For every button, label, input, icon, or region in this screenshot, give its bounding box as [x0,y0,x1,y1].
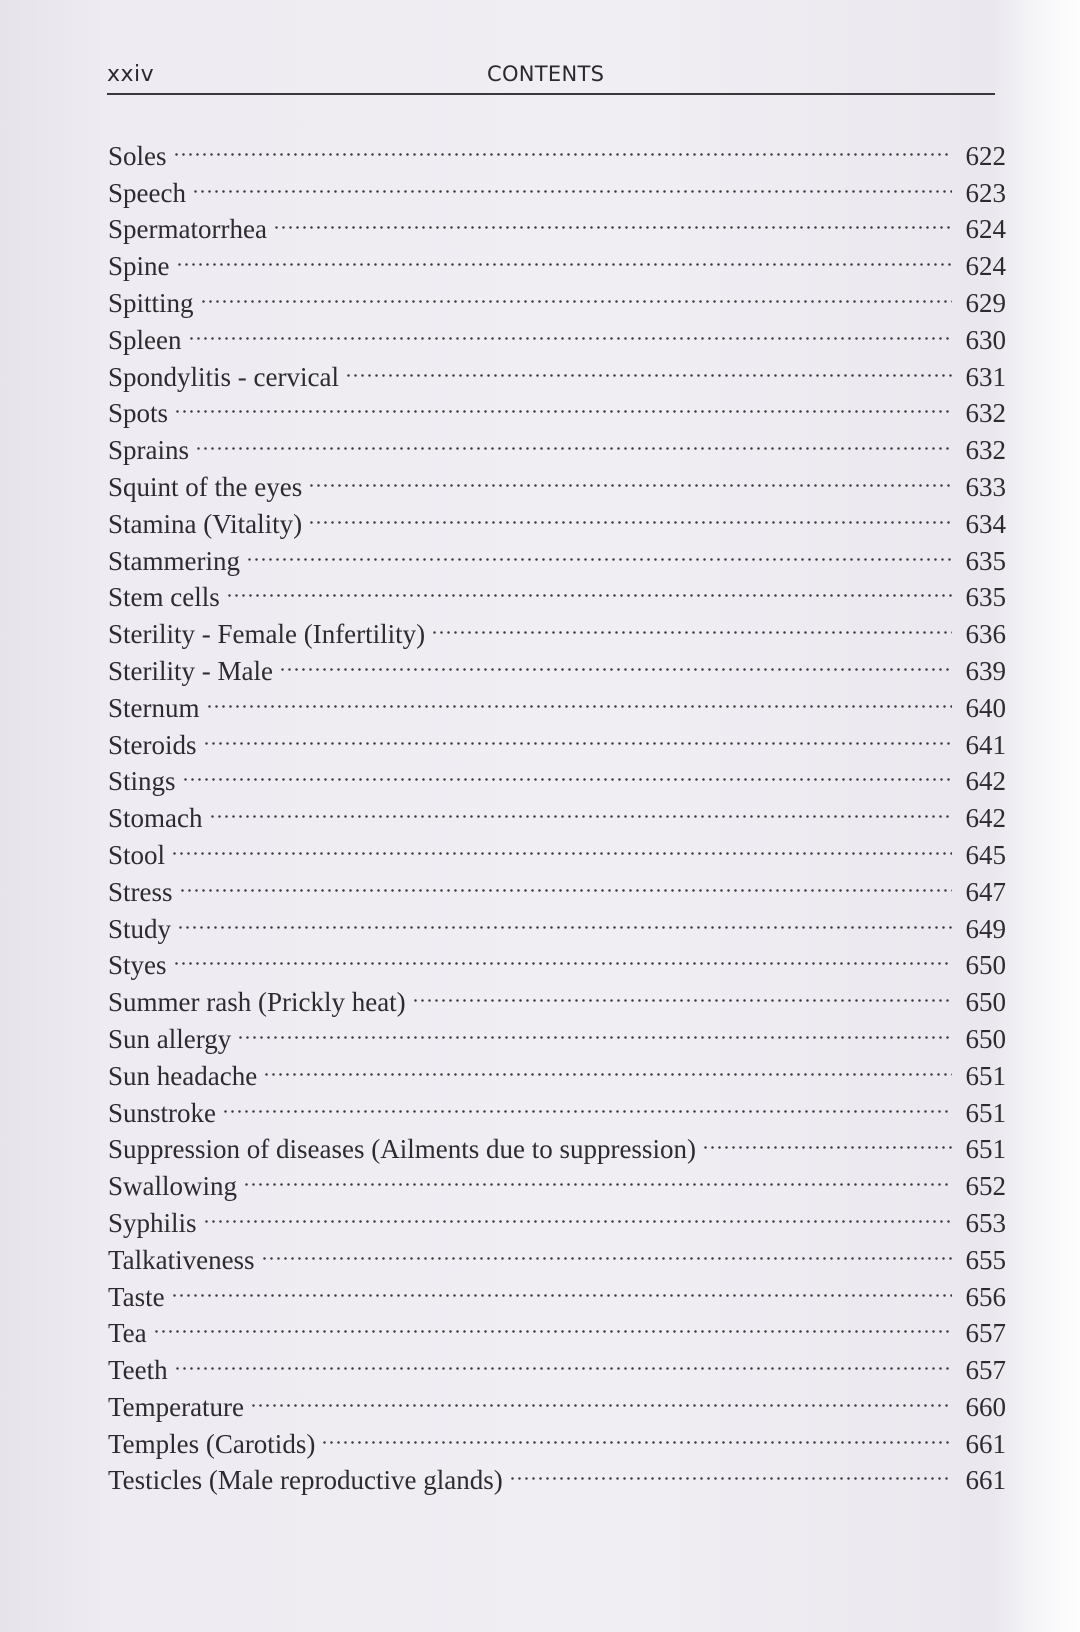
toc-entry-label: Stings [108,766,176,797]
toc-entry [108,312,1006,355]
toc-entry-label: Stamina (Vitality) [108,508,303,539]
toc-entry-label: Study [108,913,172,944]
dot-leader [222,1085,952,1122]
dot-leader [345,349,952,386]
dot-leader [321,1416,952,1453]
toc-entry-page: 652 [965,1171,1006,1202]
header-rule [107,93,995,95]
dot-leader [509,1453,952,1490]
toc-entry-label: Spleen [108,324,182,355]
dot-leader [431,606,952,643]
toc-entry-page: 632 [965,435,1006,466]
toc-entry [108,1195,1006,1238]
dot-leader [246,533,952,570]
toc-entry-label: Sternum [108,692,200,723]
dot-leader [192,165,952,202]
toc-entry-page: 645 [965,839,1006,870]
toc-entry [108,165,1006,208]
toc-entry-label: Suppression of diseases (Ailments due to suppression) [108,1134,696,1165]
toc-entry [108,1048,1006,1091]
dot-leader [308,496,952,533]
toc-entry-page: 642 [965,803,1006,834]
toc-entry-label: Stammering [108,545,240,576]
toc-entry-page: 647 [965,876,1006,907]
toc-entry-page: 629 [965,287,1006,318]
toc-entry-label: Sun headache [108,1060,258,1091]
toc-entry [108,275,1006,318]
toc-entry-label: Sterility - Male [108,655,273,686]
toc-entry-label: Spondylitis - cervical [108,361,339,392]
toc-entry-label: Teeth [108,1355,168,1386]
toc-entry-page: 635 [965,582,1006,613]
toc-entry [108,974,1006,1018]
toc-entry [108,1342,1006,1386]
dot-leader [412,974,952,1011]
toc-entry [108,238,1006,282]
dot-leader [171,1269,952,1306]
toc-entry-label: Sun allergy [108,1023,232,1054]
toc-entry-page: 641 [965,729,1006,760]
dot-leader [182,754,952,791]
toc-entry-page: 634 [965,508,1006,539]
toc-entry [108,680,1006,723]
dot-leader [173,128,952,165]
toc-entry-page: 657 [965,1318,1006,1349]
dot-leader [237,1011,952,1048]
toc-entry [108,1122,1006,1165]
dot-leader [173,938,952,975]
toc-entry-page: 642 [965,766,1006,797]
dot-leader [174,386,952,423]
dot-leader [203,717,952,754]
dot-leader [195,422,952,459]
toc-entry-page: 623 [965,177,1006,208]
toc-entry-page: 655 [965,1244,1006,1275]
toc-entry-page: 650 [965,950,1006,981]
dot-leader [263,1048,952,1085]
dot-leader [206,680,953,717]
toc-entry [108,386,1006,429]
toc-entry-label: Temperature [108,1391,245,1422]
toc-entry-label: Speech [108,177,186,208]
toc-entry-label: Squint of the eyes [108,471,303,502]
toc-entry-page: 661 [965,1428,1006,1459]
toc-entry-page: 657 [965,1355,1006,1386]
toc-entry-page: 624 [965,214,1006,245]
toc-entry [108,827,1006,870]
dot-leader [203,1195,952,1232]
toc-entry-label: Spitting [108,287,194,318]
toc-entry-label: Sprains [108,435,189,466]
dot-leader [176,238,952,275]
toc-entry [108,1379,1006,1422]
dot-leader [200,275,952,312]
dot-leader [279,643,952,680]
page-number: xxiv [107,62,155,87]
toc-entry [108,1158,1006,1202]
dot-leader [226,570,952,607]
toc-entry-label: Taste [108,1281,165,1312]
toc-entry [108,901,1006,944]
toc-entry [108,938,1006,981]
toc-entry-label: Spermatorrhea [108,214,267,245]
toc-entry-label: Sterility - Female (Infertility) [108,619,426,650]
toc-entry-label: Testicles (Male reproductive glands) [108,1465,503,1496]
toc-entry-page: 649 [965,913,1006,944]
toc-entry-label: Swallowing [108,1171,238,1202]
toc-entry-page: 660 [965,1391,1006,1422]
toc-entry-label: Syphilis [108,1207,197,1238]
toc-entry-page: 639 [965,655,1006,686]
toc-entry-label: Steroids [108,729,197,760]
toc-entry [108,754,1006,797]
toc-entry-label: Soles [108,140,167,171]
toc-entry-page: 650 [965,987,1006,1018]
toc-entry-label: Talkativeness [108,1244,255,1275]
toc-entry [108,790,1006,834]
page-fold-shadow [1040,0,1080,1632]
toc-entry-label: Stress [108,876,173,907]
dot-leader [179,864,952,901]
dot-leader [174,1342,952,1379]
toc-entry [108,128,1006,171]
toc-entry-page: 640 [965,692,1006,723]
toc-entry [108,1011,1006,1054]
toc-entry-page: 635 [965,545,1006,576]
table-of-contents [108,128,1006,1496]
toc-entry [108,864,1006,907]
toc-entry [108,1269,1006,1312]
dot-leader [171,827,952,864]
toc-entry-label: Tea [108,1318,147,1349]
dot-leader [702,1122,952,1159]
toc-entry-label: Temples (Carotids) [108,1428,316,1459]
dot-leader [261,1232,952,1269]
toc-entry-label: Stem cells [108,582,220,613]
toc-entry-page: 633 [965,471,1006,502]
toc-entry [108,459,1006,502]
dot-leader [209,790,953,827]
dot-leader [188,312,953,349]
toc-entry-page: 631 [965,361,1006,392]
dot-leader [243,1158,952,1195]
toc-entry-label: Spine [108,251,170,282]
toc-entry [108,606,1006,650]
toc-entry-page: 661 [965,1465,1006,1496]
toc-entry-label: Styes [108,950,167,981]
toc-entry-page: 624 [965,251,1006,282]
toc-entry [108,570,1006,613]
toc-entry-page: 622 [965,140,1006,171]
page-header [107,60,995,96]
toc-entry-page: 653 [965,1207,1006,1238]
toc-entry-label: Stool [108,839,166,870]
toc-entry-page: 650 [965,1023,1006,1054]
toc-entry-page: 630 [965,324,1006,355]
toc-entry-page: 651 [965,1060,1006,1091]
toc-entry-label: Summer rash (Prickly heat) [108,987,406,1018]
toc-entry [108,717,1006,760]
toc-entry-label: Stomach [108,803,203,834]
toc-entry [108,1232,1006,1275]
dot-leader [250,1379,952,1416]
toc-entry-page: 651 [965,1134,1006,1165]
dot-leader [177,901,952,938]
running-title: CONTENTS [487,62,605,86]
dot-leader [273,202,952,239]
toc-entry [108,1306,1006,1349]
dot-leader [308,459,952,496]
toc-entry-page: 636 [965,619,1006,650]
toc-entry [108,349,1006,392]
dot-leader [153,1306,952,1343]
toc-entry-page: 656 [965,1281,1006,1312]
toc-entry-label: Sunstroke [108,1097,216,1128]
toc-entry [108,1085,1006,1128]
toc-entry-page: 632 [965,398,1006,429]
toc-entry [108,422,1006,466]
toc-entry-page: 651 [965,1097,1006,1128]
toc-entry [108,202,1006,245]
toc-entry-label: Spots [108,398,169,429]
